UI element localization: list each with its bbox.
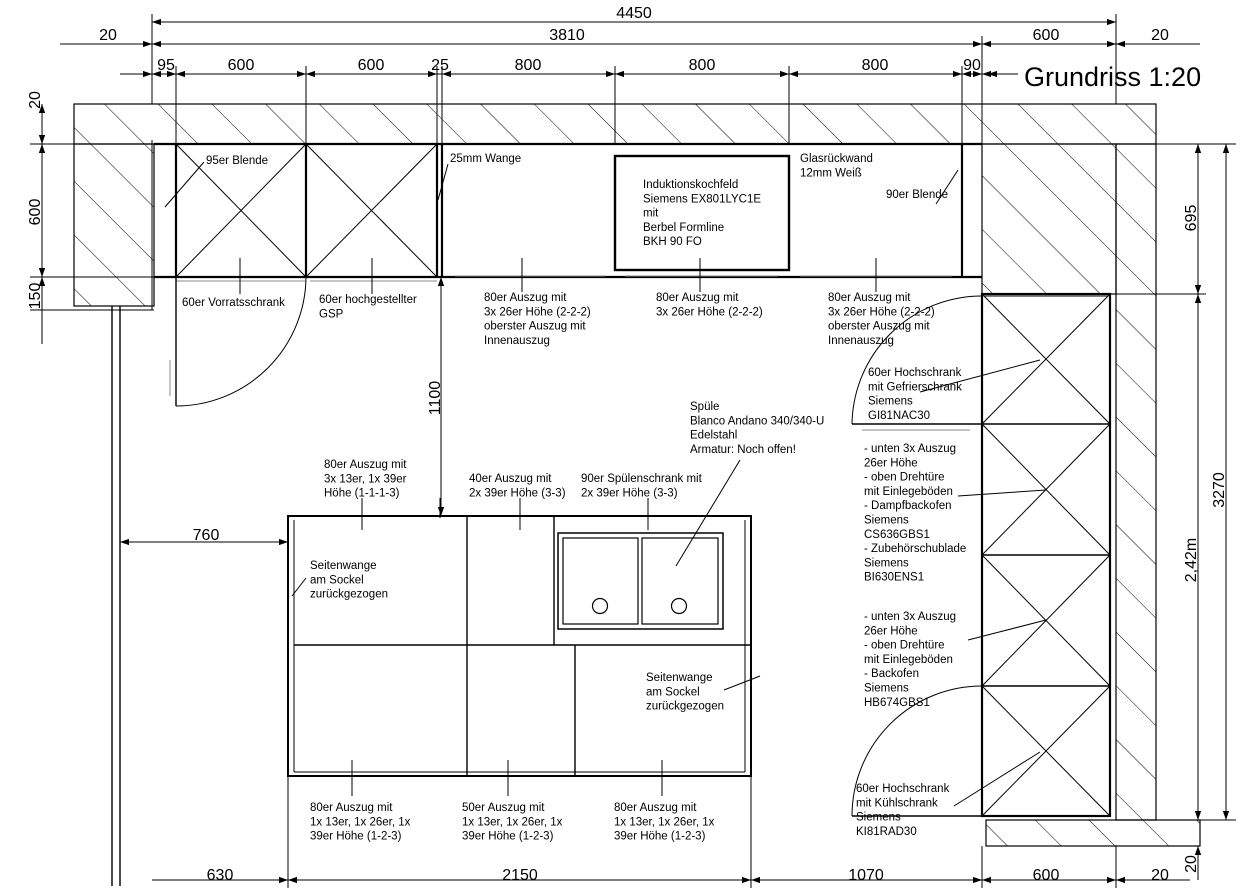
label-line: 90er Spülenschrank mit <box>581 473 702 485</box>
label-pantry-cabinet <box>182 297 285 309</box>
label-line: mit Gefrierschrank <box>868 381 962 394</box>
dim-2150: 2150 <box>502 867 538 884</box>
dim-3270: 3270 <box>1211 472 1228 508</box>
label-line: 39er Höhe (1-2-3) <box>310 830 402 843</box>
label-wange-25 <box>450 153 521 165</box>
label-line: HB674GBS1 <box>864 696 930 709</box>
label-line: 3x 26er Höhe (2-2-2) <box>484 306 591 319</box>
label-line: - Backofen <box>864 668 919 681</box>
dim-2-42m: 2,42m <box>1183 537 1200 583</box>
label-line: 26er Höhe <box>864 625 918 638</box>
dim-600-b: 600 <box>357 57 385 74</box>
label-line: am Sockel <box>310 574 364 587</box>
label-blende-95 <box>206 155 268 167</box>
induction-cooktop <box>615 156 789 270</box>
label-line: Siemens <box>856 811 901 824</box>
label-line: Siemens EX801LYC1E <box>643 193 762 206</box>
label-line: Seitenwange <box>646 672 713 684</box>
label-induction-cooktop <box>643 179 761 248</box>
label-line: 1x 13er, 1x 26er, 1x <box>614 816 715 829</box>
label-line: BI630ENS1 <box>864 571 925 584</box>
dim-25: 25 <box>431 57 449 74</box>
label-line: Edelstahl <box>690 429 738 442</box>
label-line: 3x 26er Höhe (2-2-2) <box>828 306 935 319</box>
label-line: Siemens <box>868 395 913 408</box>
label-line: 60er hochgestellter <box>319 294 417 306</box>
label-line: - unten 3x Auszug <box>864 611 957 623</box>
label-steam-oven-unit <box>864 443 966 584</box>
label-line: 80er Auszug mit <box>324 459 407 471</box>
label-line: Innenauszug <box>484 334 550 347</box>
dim-760: 760 <box>192 527 220 544</box>
label-glass-backsplash <box>800 153 873 179</box>
label-line: - Dampfbackofen <box>864 500 952 513</box>
label-line: Spüle <box>690 401 720 413</box>
label-line: 12mm Weiß <box>800 167 862 180</box>
right-wall <box>1116 144 1156 820</box>
label-line: 90er Blende <box>886 189 949 201</box>
label-line: am Sockel <box>646 686 700 699</box>
dim-800-b: 800 <box>688 57 716 74</box>
dim-630: 630 <box>206 867 234 884</box>
bottom-right-wall <box>986 820 1200 846</box>
label-line: 80er Auszug mit <box>656 292 739 304</box>
label-line: Siemens <box>864 514 909 527</box>
label-line: mit Kühlschrank <box>856 797 938 810</box>
label-blende-90 <box>886 189 948 201</box>
label-side-panel-1 <box>310 560 388 601</box>
label-line: 39er Höhe (1-2-3) <box>614 830 706 843</box>
dim-20-top-left: 20 <box>99 27 117 44</box>
label-island-drawer-2 <box>469 473 566 499</box>
label-side-panel-2 <box>646 672 724 713</box>
label-fridge-unit <box>856 783 950 838</box>
dim-800-c: 800 <box>861 57 889 74</box>
label-line: - oben Drehtüre <box>864 639 945 652</box>
label-line: Siemens <box>864 682 909 695</box>
label-freezer-unit <box>868 367 962 422</box>
label-line: Seitenwange <box>310 560 377 572</box>
label-line: GSP <box>319 308 344 321</box>
label-line: Glasrückwand <box>800 153 873 165</box>
label-line: - oben Drehtüre <box>864 471 945 484</box>
cabinet-labels <box>182 153 966 843</box>
label-line: mit <box>643 207 659 220</box>
label-line: KI81RAD30 <box>856 825 917 838</box>
label-line: zurückgezogen <box>310 588 388 601</box>
label-drawer-unit-3 <box>828 292 935 347</box>
label-line: 25mm Wange <box>450 153 522 165</box>
label-drawer-unit-1 <box>484 292 591 347</box>
label-island-drawer-1 <box>324 459 407 500</box>
label-line: Berbel Formline <box>643 221 725 234</box>
label-line: mit Einlegeböden <box>864 485 953 498</box>
kitchen-island <box>288 460 760 796</box>
label-line: - unten 3x Auszug <box>864 443 957 455</box>
label-line: Induktionskochfeld <box>643 179 739 191</box>
label-line: BKH 90 FO <box>643 236 702 249</box>
dim-20-top-right: 20 <box>1151 27 1169 44</box>
label-dishwasher <box>319 294 417 320</box>
dim-150-left: 150 <box>27 282 44 310</box>
label-line: 95er Blende <box>206 155 269 167</box>
label-line: 80er Auszug mit <box>828 292 911 304</box>
label-line: 2x 39er Höhe (3-3) <box>581 487 678 500</box>
dim-20-right-bottom: 20 <box>1183 855 1200 873</box>
label-line: 60er Hochschrank <box>868 367 962 379</box>
label-line: - Zubehörschublade <box>864 543 967 556</box>
label-line: 80er Auszug mit <box>484 292 567 304</box>
dim-20-bottom: 20 <box>1151 867 1169 884</box>
label-line: Blanco Andano 340/340-U <box>690 415 825 428</box>
label-line: mit Einlegeböden <box>864 653 953 666</box>
label-drawer-unit-2 <box>656 292 763 318</box>
label-line: 3x 13er, 1x 39er <box>324 473 407 486</box>
dim-95: 95 <box>157 57 175 74</box>
corner-block <box>982 144 1116 294</box>
label-sink-cabinet <box>581 473 703 499</box>
dim-90: 90 <box>963 57 981 74</box>
label-line: Armatur: Noch offen! <box>690 443 796 456</box>
dim-600-top-right: 600 <box>1032 27 1060 44</box>
dim-800-a: 800 <box>514 57 542 74</box>
label-line: oberster Auszug mit <box>484 320 586 333</box>
label-island-bottom-2 <box>462 802 563 843</box>
label-line: CS636GBS1 <box>864 528 930 541</box>
left-wall-stub <box>74 144 154 306</box>
dim-600-left: 600 <box>27 198 44 226</box>
label-island-bottom-1 <box>310 802 411 843</box>
dim-4450: 4450 <box>616 5 652 22</box>
dim-3810: 3810 <box>549 27 585 44</box>
label-oven-unit <box>864 611 956 709</box>
plan-title: Grundriss 1:20 <box>1024 62 1202 92</box>
dim-20-left: 20 <box>27 91 44 109</box>
label-line: oberster Auszug mit <box>828 320 930 333</box>
label-line: 50er Auszug mit <box>462 802 545 814</box>
label-line: 80er Auszug mit <box>614 802 697 814</box>
label-line: 26er Höhe <box>864 457 918 470</box>
label-sink <box>690 401 824 456</box>
back-counter-run <box>152 140 982 406</box>
label-line: 60er Hochschrank <box>856 783 950 795</box>
label-line: 40er Auszug mit <box>469 473 552 485</box>
label-line: 60er Vorratsschrank <box>182 297 285 309</box>
label-line: 2x 39er Höhe (3-3) <box>469 487 566 500</box>
label-line: Innenauszug <box>828 334 894 347</box>
dim-1070: 1070 <box>848 867 884 884</box>
label-line: 39er Höhe (1-2-3) <box>462 830 554 843</box>
dim-1100: 1100 <box>427 380 444 416</box>
dim-600-a: 600 <box>227 57 255 74</box>
dim-600-bottom: 600 <box>1032 867 1060 884</box>
label-line: 80er Auszug mit <box>310 802 393 814</box>
label-island-bottom-3 <box>614 802 715 843</box>
label-line: Höhe (1-1-1-3) <box>324 487 400 500</box>
label-line: zurückgezogen <box>646 700 724 713</box>
label-line: 3x 26er Höhe (2-2-2) <box>656 306 763 319</box>
label-line: 1x 13er, 1x 26er, 1x <box>310 816 411 829</box>
label-line: GI81NAC30 <box>868 409 931 422</box>
sink <box>558 533 723 629</box>
label-line: Siemens <box>864 557 909 570</box>
label-line: 1x 13er, 1x 26er, 1x <box>462 816 563 829</box>
dim-695: 695 <box>1183 204 1200 232</box>
